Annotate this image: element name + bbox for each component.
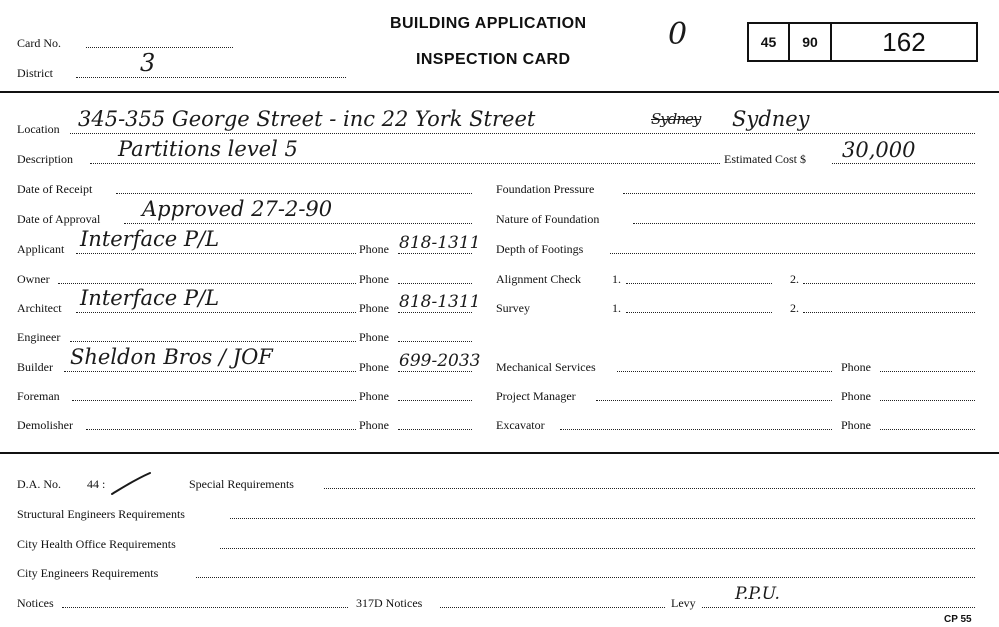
owner-phone-label: Phone bbox=[359, 272, 389, 286]
ref-box-1: 45 bbox=[747, 22, 790, 62]
alignment-check-1-field[interactable] bbox=[626, 283, 772, 284]
builder-label: Builder bbox=[17, 360, 53, 374]
engineer-phone-label: Phone bbox=[359, 330, 389, 344]
engineer-label: Engineer bbox=[17, 330, 61, 344]
survey-1-field[interactable] bbox=[626, 312, 772, 313]
city-engineers-label: City Engineers Requirements bbox=[17, 566, 159, 580]
header-divider bbox=[0, 91, 999, 93]
structural-engineers-label: Structural Engineers Requirements bbox=[17, 507, 185, 521]
builder-phone-value: 699-2033 bbox=[399, 351, 481, 371]
survey-1-label: 1. bbox=[612, 301, 621, 315]
nature-of-foundation-label: Nature of Foundation bbox=[496, 212, 600, 226]
architect-phone-value: 818-1311 bbox=[399, 292, 481, 312]
mechanical-services-phone-label: Phone bbox=[841, 360, 871, 374]
location-label: Location bbox=[17, 122, 60, 136]
applicant-field[interactable] bbox=[76, 253, 356, 254]
location-struck-word: Sydney bbox=[651, 110, 701, 128]
date-of-receipt-label: Date of Receipt bbox=[17, 182, 93, 196]
date-of-approval-field[interactable] bbox=[124, 223, 472, 224]
survey-2-field[interactable] bbox=[803, 312, 975, 313]
foreman-phone-label: Phone bbox=[359, 389, 389, 403]
applicant-phone-value: 818-1311 bbox=[399, 233, 481, 253]
mechanical-services-label: Mechanical Services bbox=[496, 360, 596, 374]
ref-box-2: 90 bbox=[788, 22, 832, 62]
estimated-cost-label: Estimated Cost $ bbox=[724, 152, 806, 166]
excavator-field[interactable] bbox=[560, 429, 832, 430]
survey-label: Survey bbox=[496, 301, 530, 315]
alignment-check-2-label: 2. bbox=[790, 272, 799, 286]
demolisher-phone-label: Phone bbox=[359, 418, 389, 432]
depth-of-footings-field[interactable] bbox=[610, 253, 975, 254]
foundation-pressure-field[interactable] bbox=[623, 193, 975, 194]
city-engineers-field[interactable] bbox=[196, 577, 975, 578]
owner-label: Owner bbox=[17, 272, 50, 286]
description-field[interactable] bbox=[90, 163, 720, 164]
project-manager-phone-label: Phone bbox=[841, 389, 871, 403]
district-field[interactable] bbox=[76, 77, 346, 78]
engineer-phone-field[interactable] bbox=[398, 341, 472, 342]
architect-label: Architect bbox=[17, 301, 62, 315]
form-title-line1: BUILDING APPLICATION bbox=[390, 15, 587, 32]
builder-value: Sheldon Bros / JOF bbox=[70, 345, 273, 369]
special-requirements-field[interactable] bbox=[324, 488, 975, 489]
ref-box-3: 162 bbox=[830, 22, 978, 62]
depth-of-footings-label: Depth of Footings bbox=[496, 242, 584, 256]
alignment-check-1-label: 1. bbox=[612, 272, 621, 286]
project-manager-phone-field[interactable] bbox=[880, 400, 975, 401]
card-no-field[interactable] bbox=[86, 47, 233, 48]
city-health-label: City Health Office Requirements bbox=[17, 537, 176, 551]
demolisher-label: Demolisher bbox=[17, 418, 73, 432]
applicant-label: Applicant bbox=[17, 242, 65, 256]
architect-phone-label: Phone bbox=[359, 301, 389, 315]
project-manager-field[interactable] bbox=[596, 400, 832, 401]
notices-317d-field[interactable] bbox=[440, 607, 665, 608]
builder-field[interactable] bbox=[64, 371, 356, 372]
form-code: CP 55 bbox=[944, 614, 972, 625]
date-of-receipt-field[interactable] bbox=[116, 193, 472, 194]
levy-value: P.P.U. bbox=[735, 584, 780, 604]
demolisher-phone-field[interactable] bbox=[398, 429, 472, 430]
survey-2-label: 2. bbox=[790, 301, 799, 315]
engineer-field[interactable] bbox=[70, 341, 356, 342]
notices-field[interactable] bbox=[62, 607, 348, 608]
excavator-phone-field[interactable] bbox=[880, 429, 975, 430]
district-value: 3 bbox=[140, 49, 156, 77]
architect-field[interactable] bbox=[76, 312, 356, 313]
da-no-handwritten-slash bbox=[108, 470, 154, 498]
mechanical-services-phone-field[interactable] bbox=[880, 371, 975, 372]
location-value: 345-355 George Street - inc 22 York Street bbox=[78, 107, 536, 131]
estimated-cost-value: 30,000 bbox=[842, 138, 916, 162]
circled-zero-mark: 0 bbox=[668, 17, 688, 52]
owner-phone-field[interactable] bbox=[398, 283, 472, 284]
date-of-approval-value: Approved 27-2-90 bbox=[142, 197, 333, 221]
da-no-value: 44 : bbox=[87, 477, 106, 491]
alignment-check-label: Alignment Check bbox=[496, 272, 581, 286]
mechanical-services-field[interactable] bbox=[617, 371, 832, 372]
foreman-phone-field[interactable] bbox=[398, 400, 472, 401]
special-requirements-label: Special Requirements bbox=[189, 477, 294, 491]
alignment-check-2-field[interactable] bbox=[803, 283, 975, 284]
location-field[interactable] bbox=[70, 133, 975, 134]
location-suburb: Sydney bbox=[732, 107, 810, 131]
date-of-approval-label: Date of Approval bbox=[17, 212, 101, 226]
section-divider bbox=[0, 452, 999, 454]
da-no-label: D.A. No. bbox=[17, 477, 61, 491]
description-label: Description bbox=[17, 152, 73, 166]
form-title-line2: INSPECTION CARD bbox=[416, 51, 571, 68]
builder-phone-label: Phone bbox=[359, 360, 389, 374]
district-label: District bbox=[17, 66, 53, 80]
architect-value: Interface P/L bbox=[80, 286, 220, 310]
excavator-label: Excavator bbox=[496, 418, 545, 432]
excavator-phone-label: Phone bbox=[841, 418, 871, 432]
city-health-field[interactable] bbox=[220, 548, 975, 549]
description-value: Partitions level 5 bbox=[118, 137, 298, 161]
applicant-phone-label: Phone bbox=[359, 242, 389, 256]
demolisher-field[interactable] bbox=[86, 429, 356, 430]
estimated-cost-field[interactable] bbox=[832, 163, 975, 164]
notices-317d-label: 317D Notices bbox=[356, 596, 423, 610]
foreman-field[interactable] bbox=[72, 400, 356, 401]
levy-field[interactable] bbox=[702, 607, 975, 608]
notices-label: Notices bbox=[17, 596, 54, 610]
structural-engineers-field[interactable] bbox=[230, 518, 975, 519]
applicant-value: Interface P/L bbox=[80, 227, 220, 251]
project-manager-label: Project Manager bbox=[496, 389, 576, 403]
nature-of-foundation-field[interactable] bbox=[633, 223, 975, 224]
card-no-label: Card No. bbox=[17, 36, 61, 50]
levy-label: Levy bbox=[671, 596, 696, 610]
foundation-pressure-label: Foundation Pressure bbox=[496, 182, 595, 196]
owner-field[interactable] bbox=[58, 283, 356, 284]
foreman-label: Foreman bbox=[17, 389, 60, 403]
